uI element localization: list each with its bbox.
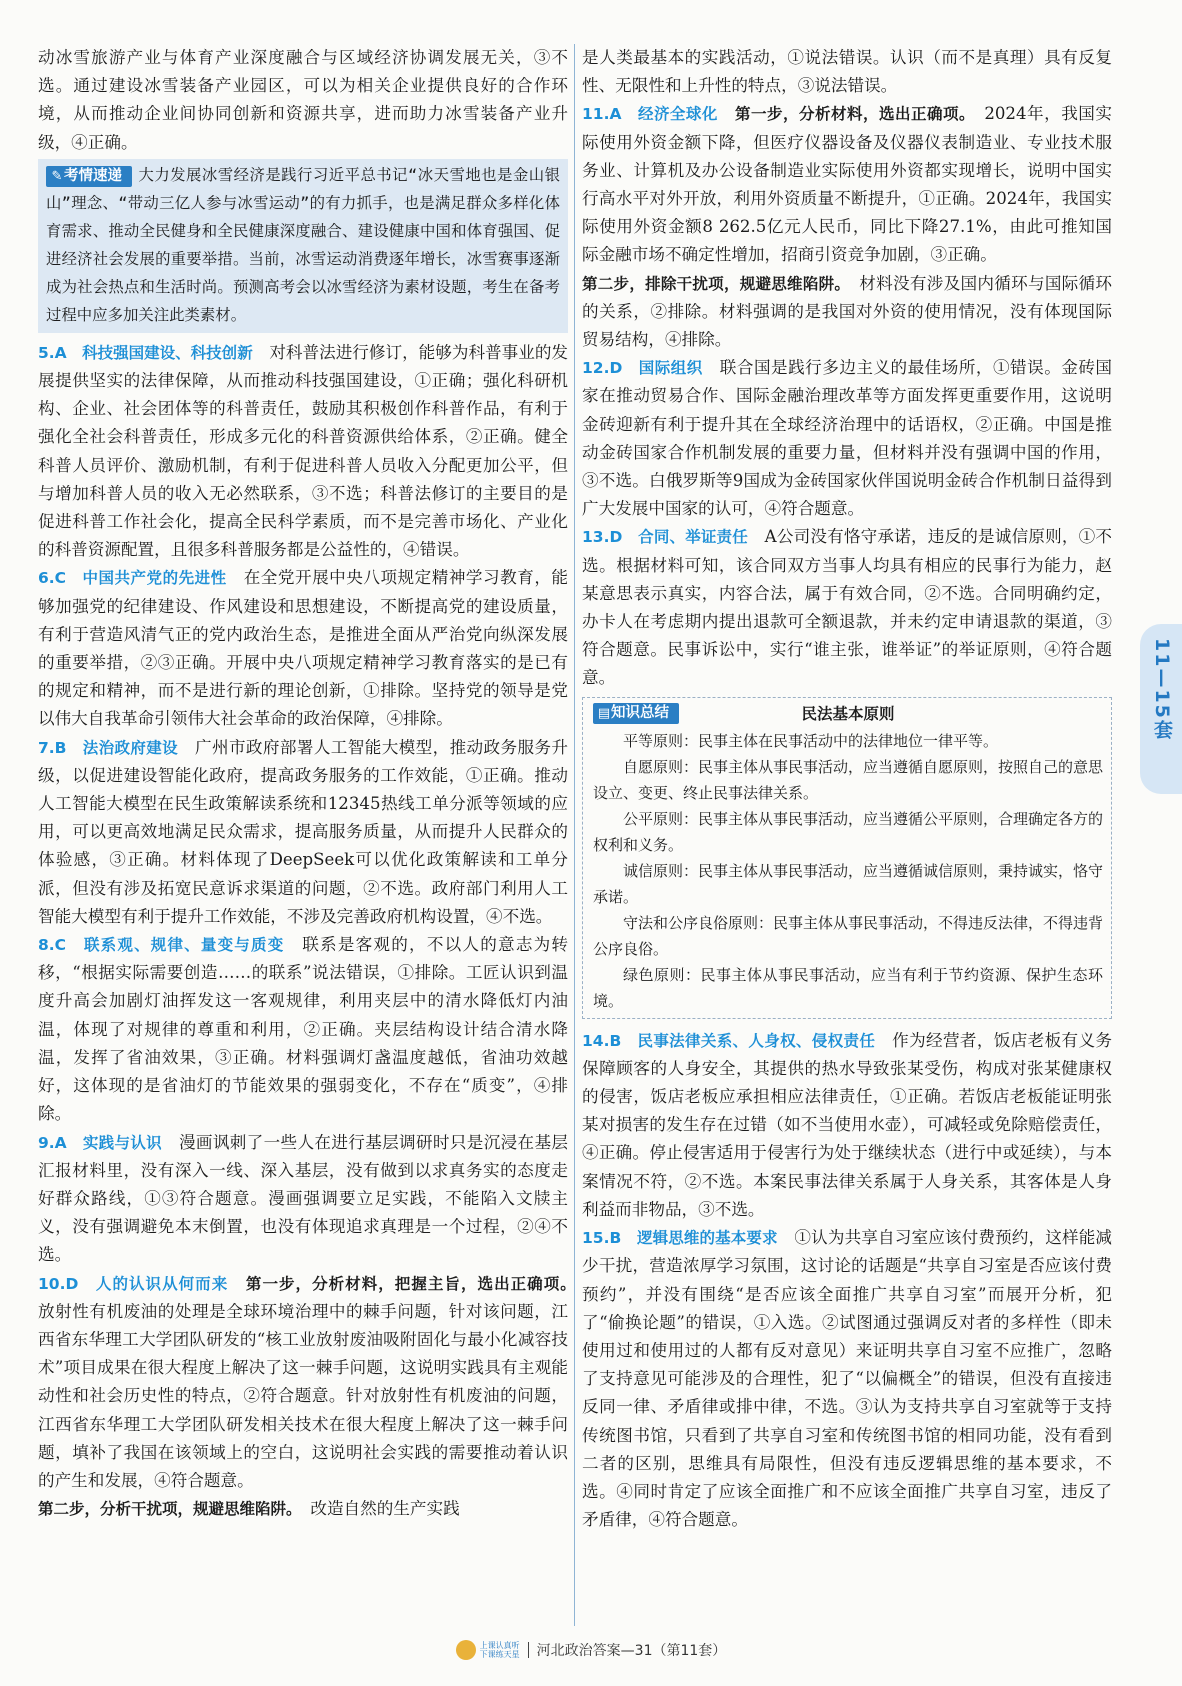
answer-13 [582, 523, 1112, 692]
answer-11-text: 2024年，我国实际使用外资金额下降，但医疗仪器设备及仪器仪表制造业、专业技术服务业、计算机及办公设备制造业实际使用外资都实现增长，说明中国实行高水平对外开放，利用外资质量不断提升，①正确。2024年，我国实际使用外资金额8 262.5亿元人民币，同比下降27.1%，由此可推知国际金融市场不确定性增加，招商引资竞争加剧，③正确。 [582, 104, 1112, 265]
set-range-label: 11—15套 [1151, 638, 1173, 741]
set-range-tab [1140, 624, 1182, 794]
answer-10-text2: 改造自然的生产实践 [310, 1499, 460, 1519]
answer-8-text: 联系是客观的，不以人的意志为转移，“根据实际需要创造……的联系”说法错误，①排除。工匠认识到温度升高会加剧灯油挥发这一客观规律，利用夹层中的清水降低灯内油温，体现了对规律的尊重和利用，②正确。夹层结构设计结合清水降温，发挥了省油效果，③正确。材料强调灯盏温度越低，省油功效越好，这体现的是省油灯的节能效果的强弱变化，不存在“质变”，④排除。 [38, 935, 569, 1124]
exam-info-tag: ✎ 考情速递 [46, 166, 132, 187]
answer-15-heading: 15.B 逻辑思维的基本要求 [582, 1229, 778, 1248]
principle-item: 自愿原则：民事主体从事民事活动，应当遵循自愿原则，按照自己的意思设立、变更、终止民事法律关系。 [593, 757, 1104, 802]
answer-7 [38, 734, 568, 931]
brand-slogan: 上课认真听 下课练天星 [479, 1641, 520, 1659]
answer-page [38, 44, 1138, 1634]
knowledge-summary-box [582, 697, 1112, 1019]
left-column [38, 44, 568, 1523]
answer-8 [38, 931, 568, 1128]
answer-7-heading: 7.B 法治政府建设 [38, 738, 179, 757]
answer-12-text: 联合国是践行多边主义的最佳场所，①错误。金砖国家在推动贸易合作、国际金融治理改革等方面发挥更重要作用，这说明金砖迎新有利于提升其在全球经济治理中的话语权，②正确。中国是推动金砖国家合作机制发展的重要力量，但材料并没有强调中国的作用，③不选。白俄罗斯等9国成为金砖国家伙伴国说明金砖合作机制日益得到广大发展中国家的认可，④符合题意。 [582, 358, 1113, 519]
answer-15-text: ①认为共享自习室应该付费预约，这样能减少干扰，营造浓厚学习氛围，这讨论的话题是“共享自习室是否应该付费预约”，并没有围绕“是否应该全面推广共享自习室”而展开分析，犯了“偷换论题”的错误，①入选。②试图通过强调反对者的多样性（即未使用过和使用过的人都有反对意见）来证明共享自习室不应推广，忽略了支持意见可能涉及的合理性，犯了“以偏概全”的错误，但没有直接违反同一律、矛盾律或排中律，不选。③认为支持共享自习室就等于支持传统图书馆，只看到了共享自习室和传统图书馆的相同功能，没有看到二者的区别，思维具有局限性，但没有违反逻辑思维的基本要求，不选。④同时肯定了应该全面推广和不应该全面推广共享自习室，违反了矛盾律，④符合题意。 [582, 1228, 1113, 1530]
answer-10 [38, 1270, 568, 1524]
answer-14 [582, 1027, 1112, 1224]
answer-14-heading: 14.B 民事法律关系、人身权、侵权责任 [582, 1031, 876, 1050]
answer-9-text: 漫画讽刺了一些人在进行基层调研时只是沉浸在基层汇报材料里，没有深入一线、深入基层，没有做到以求真务实的态度走好群众路线，①③符合题意。漫画强调要立足实践，不能陷入文牍主义，没有强调避免本末倒置，也没有体现追求真理是一个过程，②④不选。 [38, 1132, 569, 1265]
pencil-icon: ✎ [51, 168, 63, 184]
answer-6-text: 在全党开展中央八项规定精神学习教育，能够加强党的纪律建设、作风建设和思想建设，不断提高党的建设质量，有利于营造风清气正的党内政治生态，是推进全面从严治党向纵深发展的重要举措，②③正确。开展中央八项规定精神学习教育落实的是已有的规定和精神，而不是进行新的理论创新，①排除。坚持党的领导是党以伟大自我革命引领伟大社会革命的政治保障，④排除。 [38, 568, 569, 729]
column-divider [574, 44, 575, 1626]
answer-14-text: 作为经营者，饭店老板有义务保障顾客的人身安全，其提供的热水导致张某受伤，构成对张某健康权的侵害，饭店老板应承担相应法律责任，①正确。若饭店老板能证明张某对损害的发生存在过错（如不当使用水壶），可减轻或免除赔偿责任，④正确。停止侵害适用于侵害行为处于继续状态（进行中或延续），与本案情况不符，②不选。本案民事法律关系属于人身关系，其客体是人身利益而非物品，③不选。 [582, 1030, 1113, 1219]
knowledge-summary-title: 民法基本原则 [801, 704, 895, 723]
answer-11-text2: 材料没有涉及国内循环与国际循环的关系，②排除。材料强调的是我国对外资的使用情况，没有体现国际贸易结构，④排除。 [582, 273, 1113, 350]
principle-item: 守法和公序良俗原则：民事主体从事民事活动，不得违反法律，不得违背公序良俗。 [593, 913, 1104, 958]
answer-8-heading: 8.C 联系观、规律、量变与质变 [38, 936, 285, 955]
intro-paragraph: 动冰雪旅游产业与体育产业深度融合与区域经济协调发展无关，③不选。通过建设冰雪装备产业园区，可以为相关企业提供良好的合作环境，从而推动企业间协同创新和资源共享，进而助力冰雪装备产业升级，④正确。 [38, 48, 568, 152]
principle-item: 平等原则：民事主体在民事活动中的法律地位一律平等。 [623, 731, 999, 750]
book-icon: ▤ [597, 705, 611, 721]
brand-logo-icon [456, 1640, 476, 1660]
right-column [582, 44, 1112, 1534]
answer-10-text: 放射性有机废油的处理是全球环境治理中的棘手问题，针对该问题，江西省东华理工大学团队研发的“核工业放射废油吸附固化与最小化减容技术”项目成果在很大程度上解决了这一棘手问题，这说明实践具有主观能动性和社会历史性的特点，②符合题意。针对放射性有机废油的问题，江西省东华理工大学团队研发相关技术在很大程度上解决了这一棘手问题，填补了我国在该领域上的空白，这说明社会实践的需要推动着认识的产生和发展，④符合题意。 [38, 1301, 568, 1490]
answer-11 [582, 100, 1112, 354]
answer-12-heading: 12.D 国际组织 [582, 359, 703, 378]
answer-11-step1: 第一步，分析材料，选出正确项。 [735, 105, 968, 124]
answer-6 [38, 564, 568, 733]
answer-13-text: A公司没有恪守承诺，违反的是诚信原则，①不选。根据材料可知，该合同双方当事人均具有相应的民事行为能力，赵某意思表示真实，内容合法，属于有效合同，②不选。合同明确约定，办卡人在考虑期内提出退款可全额退款，并未约定申请退款的渠道，③符合题意。民事诉讼中，实行“谁主张，谁举证”的举证原则，④符合题意。 [582, 527, 1113, 688]
footer-separator [528, 1642, 529, 1658]
answer-11-step2: 第二步，排除干扰项，规避思维陷阱。 [582, 274, 843, 293]
answer-7-text: 广州市政府部署人工智能大模型，推动政务服务升级，以促进建设智能化政府，提高政务服务的工作效能，①正确。推动人工智能大模型在民生政策解读系统和12345热线工单分派等领域的应用，可以更高效地满足民众需求，提高服务质量，从而提升人民群众的体验感，③正确。材料体现了DeepSeek可以优化政策解读和工单分派，但没有涉及拓宽民意诉求渠道的问题，②不选。政府部门利用人工智能大模型有利于提升工作效能，不涉及完善政府机构设置，④不选。 [38, 737, 569, 926]
answer-11-heading: 11.A 经济全球化 [582, 105, 718, 124]
answer-9 [38, 1129, 568, 1270]
footer-page-label: 河北政治答案—31（第11套） [536, 1643, 727, 1659]
answer-6-heading: 6.C 中国共产党的先进性 [38, 569, 227, 588]
answer-9-heading: 9.A 实践与认识 [38, 1133, 163, 1152]
exam-info-box [38, 159, 568, 333]
knowledge-summary-tag: ▤知识总结 [593, 703, 679, 724]
answer-5 [38, 339, 568, 565]
continued-paragraph: 是人类最基本的实践活动，①说法错误。认识（而不是真理）具有反复性、无限性和上升性的特点，③说法错误。 [582, 48, 1112, 96]
answer-12 [582, 354, 1112, 523]
knowledge-summary-header [593, 698, 1103, 728]
principle-item: 诚信原则：民事主体从事民事活动，应当遵循诚信原则，秉持诚实，恪守承诺。 [593, 861, 1104, 906]
answer-10-step1: 第一步，分析材料，把握主旨，选出正确项。 [245, 1274, 568, 1293]
answer-10-heading: 10.D 人的认识从何而来 [38, 1274, 229, 1293]
principle-item: 绿色原则：民事主体从事民事活动，应当有利于节约资源、保护生态环境。 [593, 965, 1103, 1010]
exam-info-text: 大力发展冰雪经济是践行习近平总书记“冰天雪地也是金山银山”理念、“带动三亿人参与冰雪运动”的有力抓手，也是满足群众多样化体育需求、推动全民健身和全民健康深度融合、建设健康中国和体育强国、促进经济社会发展的重要举措。当前，冰雪运动消费逐年增长，冰雪赛事逐渐成为社会热点和生活时尚。预测高考会以冰雪经济为素材设题，考生在备考过程中应多加关注此类素材。 [46, 165, 560, 324]
principle-item: 公平原则：民事主体从事民事活动，应当遵循公平原则，合理确定各方的权利和义务。 [593, 809, 1104, 854]
answer-5-text: 对科普法进行修订，能够为科普事业的发展提供坚实的法律保障，从而推动科技强国建设，①正确；强化科研机构、企业、社会团体等的科普责任，鼓励其积极创作科普作品，有利于强化全社会科普责任，形成多元化的科普资源供给体系，②正确。健全科普人员评价、激励机制，有利于促进科普人员收入分配更加公平，但与增加科普人员的收入无必然联系，③不选；科普法修订的主要目的是促进科普工作社会化，提高全民科学素质，而不是完善市场化、产业化的科普资源配置，且很多科普服务都是公益性的，④错误。 [38, 342, 569, 560]
answer-5-heading: 5.A 科技强国建设、科技创新 [38, 343, 253, 362]
answer-13-heading: 13.D 合同、举证责任 [582, 528, 748, 547]
answer-10-step2: 第二步，分析干扰项，规避思维陷阱。 [38, 1500, 294, 1519]
answer-15 [582, 1224, 1112, 1534]
page-footer [0, 1640, 1182, 1660]
